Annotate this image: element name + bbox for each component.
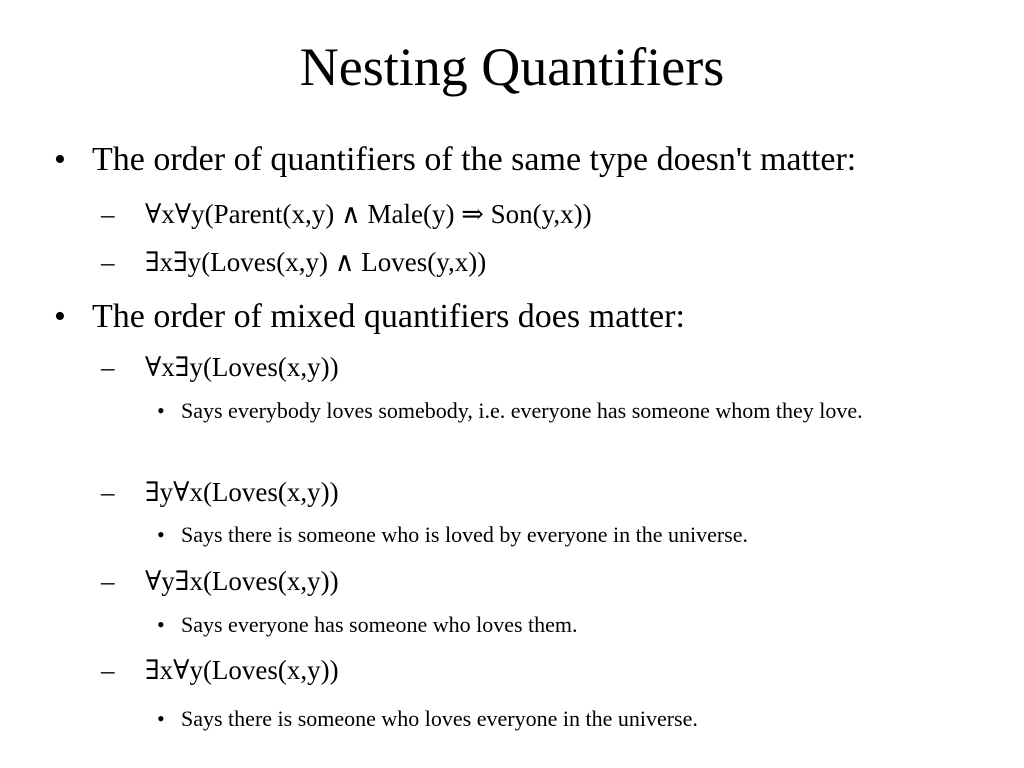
explanation-text: Says everyone has someone who loves them. [181, 612, 578, 637]
bullet-text: The order of mixed quantifiers does matter: [92, 298, 685, 335]
sub-point [101, 246, 487, 278]
bullet-mark: • [157, 612, 165, 637]
explanation-point [157, 702, 698, 736]
bullet-mark: • [157, 706, 165, 731]
sub-point [101, 198, 592, 230]
slide-title: Nesting Quantifiers [299, 37, 725, 97]
formula-text: ∃x∃y(Loves(x,y) ∧ Loves(y,x)) [145, 247, 487, 277]
dash-mark: – [101, 199, 115, 229]
bullet-text: The order of quantifiers of the same type doesn't matter: [92, 141, 857, 178]
dash-mark: – [101, 566, 115, 596]
dash-mark: – [101, 352, 115, 382]
sub-point [101, 565, 339, 597]
bullet-mark: • [54, 298, 66, 335]
explanation-text: Says everybody loves somebody, i.e. everyone has someone whom they love. [181, 398, 863, 423]
bullet-mark: • [157, 522, 165, 547]
bullet-point [54, 297, 685, 337]
bullet-mark: • [157, 398, 165, 423]
dash-mark: – [101, 247, 115, 277]
explanation-point [157, 394, 957, 428]
explanation-point [157, 608, 578, 642]
explanation-text: Says there is someone who is loved by everyone in the universe. [181, 522, 748, 547]
formula-text: ∃x∀y(Loves(x,y)) [145, 655, 339, 685]
formula-text: ∀y∃x(Loves(x,y)) [145, 566, 339, 596]
bullet-mark: • [54, 141, 66, 178]
formula-text: ∃y∀x(Loves(x,y)) [145, 477, 339, 507]
explanation-text: Says there is someone who loves everyone in the universe. [181, 706, 698, 731]
bullet-point [54, 140, 857, 180]
dash-mark: – [101, 655, 115, 685]
sub-point [101, 351, 339, 383]
sub-point [101, 654, 339, 686]
formula-text: ∀x∃y(Loves(x,y)) [145, 352, 339, 382]
dash-mark: – [101, 477, 115, 507]
explanation-point [157, 518, 748, 552]
sub-point [101, 476, 339, 508]
formula-text: ∀x∀y(Parent(x,y) ∧ Male(y) ⇒ Son(y,x)) [145, 199, 592, 229]
